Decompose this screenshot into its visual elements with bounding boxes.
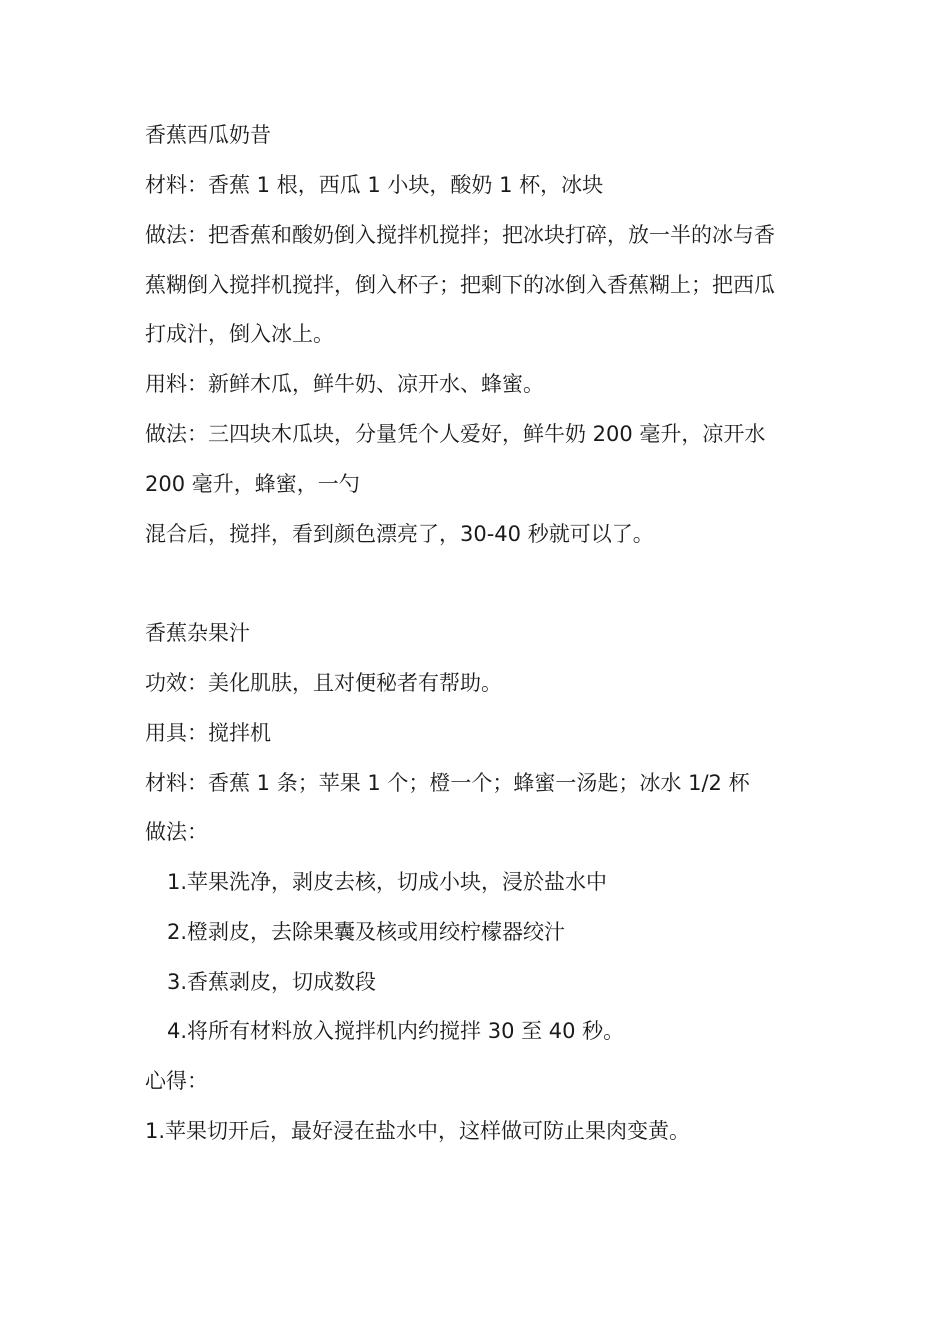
recipe1-method2-line-1: 做法：三四块木瓜块，分量凭个人爱好，鲜牛奶 200 毫升，凉开水 [145, 422, 766, 446]
recipe2-materials: 材料：香蕉 1 条；苹果 1 个；橙一个；蜂蜜一汤匙；冰水 1/2 杯 [145, 771, 750, 795]
recipe2-tips-label: 心得： [145, 1069, 208, 1093]
recipe2-step-4: 4.将所有材料放入搅拌机内约搅拌 30 至 40 秒。 [167, 1019, 625, 1043]
recipe2-step-2: 2.橙剥皮，去除果囊及核或用绞柠檬器绞汁 [167, 920, 566, 944]
recipe1-mix-note: 混合后，搅拌，看到颜色漂亮了，30-40 秒就可以了。 [145, 522, 654, 546]
recipe2-step-1: 1.苹果洗净，剥皮去核，切成小块，浸於盐水中 [167, 870, 608, 894]
recipe2-tip-1: 1.苹果切开后，最好浸在盐水中，这样做可防止果肉变黄。 [145, 1119, 691, 1143]
recipe1-title: 香蕉西瓜奶昔 [145, 123, 271, 147]
recipe2-effect: 功效：美化肌肤，且对便秘者有帮助。 [145, 671, 502, 695]
recipe1-materials: 材料：香蕉 1 根，西瓜 1 小块，酸奶 1 杯，冰块 [145, 173, 604, 197]
recipe2-title: 香蕉杂果汁 [145, 621, 250, 645]
recipe1-method-line-3: 打成汁，倒入冰上。 [145, 322, 334, 346]
recipe1-ingredients-2: 用料：新鲜木瓜，鲜牛奶、凉开水、蜂蜜。 [145, 372, 544, 396]
recipe1-method-line-2: 蕉糊倒入搅拌机搅拌，倒入杯子；把剩下的冰倒入香蕉糊上；把西瓜 [145, 273, 775, 297]
recipe1-method-line-1: 做法：把香蕉和酸奶倒入搅拌机搅拌；把冰块打碎，放一半的冰与香 [145, 223, 775, 247]
recipe2-step-3: 3.香蕉剥皮，切成数段 [167, 970, 377, 994]
recipe2-tools: 用具：搅拌机 [145, 721, 271, 745]
recipe1-method2-line-2: 200 毫升，蜂蜜，一勺 [145, 472, 360, 496]
recipe2-method-label: 做法： [145, 820, 208, 844]
